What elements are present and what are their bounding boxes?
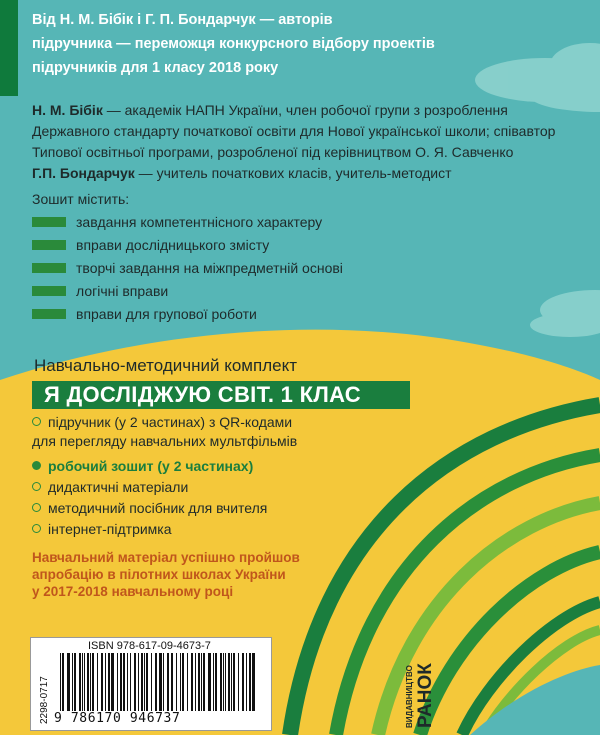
barcode-bar	[201, 653, 202, 711]
publisher-small: ВИДАВНИЦТВО	[405, 665, 414, 728]
kit-item-label: інтернет-підтримка	[48, 520, 172, 537]
barcode-bar	[82, 653, 83, 711]
barcode-bar	[246, 653, 247, 711]
barcode-bar	[127, 653, 128, 711]
barcode-bar	[92, 653, 94, 711]
barcode-bar	[72, 653, 73, 711]
barcode-bar	[87, 653, 89, 711]
barcode-bar	[111, 653, 114, 711]
barcode-bar	[215, 653, 217, 711]
bibik-desc-1: — академік НАПН України, член робочої групи з розроблення	[102, 102, 508, 118]
barcode-bar	[238, 653, 239, 711]
barcode-bar	[141, 653, 143, 711]
barcode-bar	[233, 653, 235, 711]
barcode-bar	[225, 653, 226, 711]
approbation-line-1: Навчальний матеріал успішно пройшов	[32, 550, 300, 565]
isbn-text: ISBN 978-617-09-4673-7	[88, 640, 211, 652]
barcode-bar	[167, 653, 169, 711]
kit-item	[32, 477, 188, 496]
barcode-bar	[155, 653, 157, 711]
barcode-bar	[117, 653, 118, 711]
publisher-name: РАНОК	[415, 663, 436, 728]
bibik-line-2: Державного стандарту початкової освіти для Нової української школи; співавтор	[32, 123, 556, 139]
barcode-bar	[130, 653, 131, 711]
barcode-bar	[182, 653, 184, 711]
contents-heading: Зошит містить:	[32, 191, 130, 207]
barcode-bar	[105, 653, 106, 711]
feature-item	[32, 259, 343, 277]
barcode-bar	[171, 653, 173, 711]
green-bullet-icon	[32, 286, 66, 296]
barcode-bar	[223, 653, 224, 711]
barcode-bar	[228, 653, 230, 711]
barcode-bar	[220, 653, 222, 711]
barcode-bar	[84, 653, 85, 711]
intro-line-1: Від Н. М. Бібік і Г. П. Бондарчук — авторів	[32, 12, 333, 28]
vertical-isbn-text: 2298-0717	[39, 676, 50, 724]
barcode-bar	[60, 653, 61, 711]
green-bullet-icon	[32, 309, 66, 319]
kit-item	[32, 412, 292, 431]
barcode-bar	[195, 653, 196, 711]
kit-item-label: методичний посібник для вчителя	[48, 499, 268, 516]
circle-bullet-icon	[32, 417, 41, 426]
barcode-bar	[138, 653, 139, 711]
green-bullet-icon	[32, 217, 66, 227]
barcode-bar	[191, 653, 193, 711]
barcode-digits: 9 786170 946737	[54, 711, 181, 726]
kit-item-continuation: для перегляду навчальних мультфільмів	[32, 433, 298, 449]
feature-label: вправи для групової роботи	[76, 306, 257, 322]
intro-line-3: підручників для 1 класу 2018 року	[32, 60, 279, 76]
kit-item-label: дидактичні матеріали	[48, 478, 189, 495]
barcode-bar	[120, 653, 122, 711]
barcode-bar	[187, 653, 188, 711]
barcode-bar	[62, 653, 64, 711]
barcode-bar	[134, 653, 136, 711]
kit-item-label: робочий зошит (у 2 частинах)	[48, 457, 254, 474]
bondarchuk-desc: — учитель початкових класів, учитель-методист	[134, 165, 452, 181]
barcode-bar	[123, 653, 125, 711]
barcode-bar	[163, 653, 164, 711]
feature-item	[32, 282, 168, 300]
barcode-bar	[231, 653, 232, 711]
feature-item	[32, 305, 257, 323]
barcode-bar	[90, 653, 91, 711]
barcode	[58, 653, 258, 711]
barcode-bar	[74, 653, 76, 711]
barcode-bar	[252, 653, 255, 711]
barcode-bar	[180, 653, 181, 711]
barcode-bar	[67, 653, 70, 711]
barcode-bar	[176, 653, 177, 711]
bondarchuk-name: Г.П. Бондарчук	[32, 165, 135, 181]
circle-bullet-icon	[32, 503, 41, 512]
publisher-logo	[400, 632, 436, 732]
feature-label: вправи дослідницького змісту	[76, 237, 270, 253]
kit-item-label: підручник (у 2 частинах) з QR-кодами	[48, 413, 293, 430]
feature-item	[32, 213, 322, 231]
accent-bar	[0, 0, 18, 96]
circle-bullet-icon	[32, 482, 41, 491]
bondarchuk-line	[32, 163, 452, 184]
circle-bullet-icon	[32, 524, 41, 533]
feature-label: завдання компетентнісного характеру	[76, 214, 323, 230]
feature-label: творчі завдання на міжпредметній основі	[76, 260, 343, 276]
barcode-bar	[242, 653, 244, 711]
bibik-line-3: Типової освітньої програми, розробленої під керівництвом О. Я. Савченко	[32, 144, 514, 160]
kit-item-active	[32, 456, 253, 475]
barcode-bar	[146, 653, 148, 711]
feature-label: логічні вправи	[76, 283, 169, 299]
barcode-bar	[101, 653, 103, 711]
barcode-bar	[108, 653, 110, 711]
green-bullet-icon	[32, 240, 66, 250]
kit-title: Навчально-методичний комплект	[34, 356, 297, 375]
barcode-bar	[198, 653, 200, 711]
barcode-bar	[79, 653, 81, 711]
barcode-bar	[159, 653, 162, 711]
green-bullet-icon	[32, 263, 66, 273]
kit-item	[32, 519, 172, 538]
barcode-bar	[97, 653, 98, 711]
bibik-name: Н. М. Бібік	[32, 102, 103, 118]
bibik-line-1	[32, 100, 508, 121]
barcode-bar	[144, 653, 145, 711]
kit-item	[32, 498, 267, 517]
filled-circle-bullet-icon	[32, 461, 41, 470]
barcode-bar	[203, 653, 205, 711]
vertical-isbn	[36, 648, 50, 726]
kit-banner: Я ДОСЛІДЖУЮ СВІТ. 1 КЛАС	[32, 381, 410, 409]
approbation-line-2: апробацію в пілотних школах України	[32, 567, 286, 582]
barcode-bar	[213, 653, 214, 711]
barcode-bar	[249, 653, 251, 711]
approbation-line-3: у 2017-2018 навчальному році	[32, 584, 234, 599]
barcode-bar	[208, 653, 211, 711]
feature-item	[32, 236, 269, 254]
barcode-bar	[151, 653, 152, 711]
intro-line-2: підручника — переможця конкурсного відбору проектів	[32, 36, 435, 52]
